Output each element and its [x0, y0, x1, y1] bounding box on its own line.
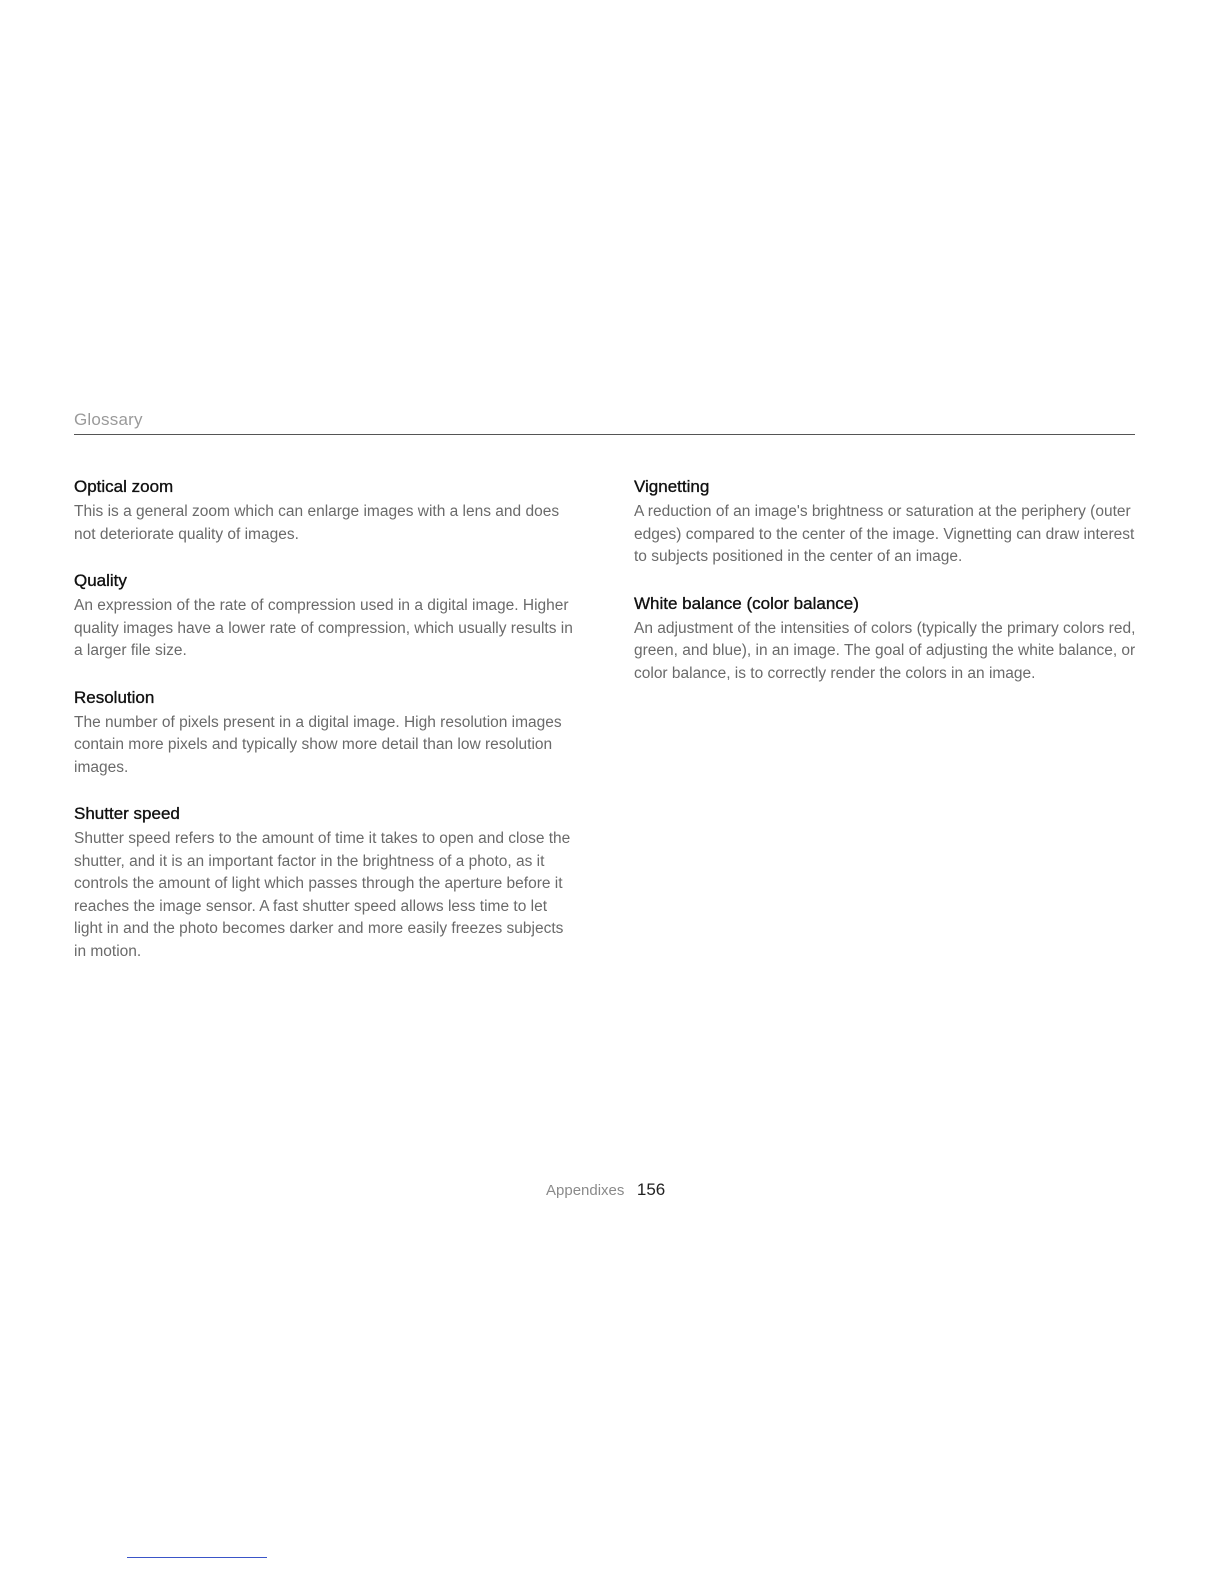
glossary-definition: This is a general zoom which can enlarge images with a lens and does not deteriorate quality of images. — [74, 503, 560, 543]
section-title: Glossary — [74, 410, 143, 429]
glossary-entry-resolution — [74, 687, 574, 780]
glossary-term: Resolution — [74, 687, 155, 707]
page-number: 156 — [636, 1180, 666, 1199]
glossary-definition: An adjustment of the intensities of colors (typically the primary colors red, green, and blue), in an image. The goal of adjusting the white balance, or color balance, is to correctly render the colors in an image. — [634, 619, 1136, 682]
glossary-definition: A reduction of an image's brightness or saturation at the periphery (outer edges) compared to the center of the image. Vignetting can draw interest to subjects positioned in the center of an image. — [634, 503, 1135, 565]
glossary-entry-quality — [74, 570, 574, 663]
glossary-term: White balance (color balance) — [634, 593, 859, 613]
glossary-left-column — [74, 476, 574, 987]
glossary-term: Optical zoom — [74, 477, 174, 496]
glossary-entry-white-balance — [634, 593, 1139, 686]
glossary-entry-shutter-speed — [74, 803, 574, 963]
footer-section-label: Appendixes — [546, 1182, 625, 1199]
glossary-definition: An expression of the rate of compression used in a digital image. Higher quality images have a lower rate of compression, which usually results in a larger file size. — [74, 597, 573, 659]
glossary-term: Quality — [74, 571, 127, 590]
glossary-definition: The number of pixels present in a digital image. High resolution images contain more pixels and typically show more detail than low resolution images. — [74, 713, 562, 776]
glossary-entry-vignetting — [634, 476, 1139, 569]
glossary-right-column — [634, 476, 1139, 709]
glossary-definition: Shutter speed refers to the amount of time it takes to open and close the shutter, and it is an important factor in the brightness of a photo, as it controls the amount of light which passes through the aperture before it reaches the image sensor. A fast shutter speed allows less time to let light in and the photo becomes darker and more easily freezes subjects in motion. — [74, 830, 571, 960]
section-header — [74, 408, 1135, 435]
glossary-term: Shutter speed — [74, 804, 180, 823]
glossary-entry-optical-zoom — [74, 476, 574, 546]
glossary-term: Vignetting — [634, 477, 710, 496]
bottom-divider-line — [127, 1557, 267, 1558]
footer-inner — [546, 1180, 665, 1200]
